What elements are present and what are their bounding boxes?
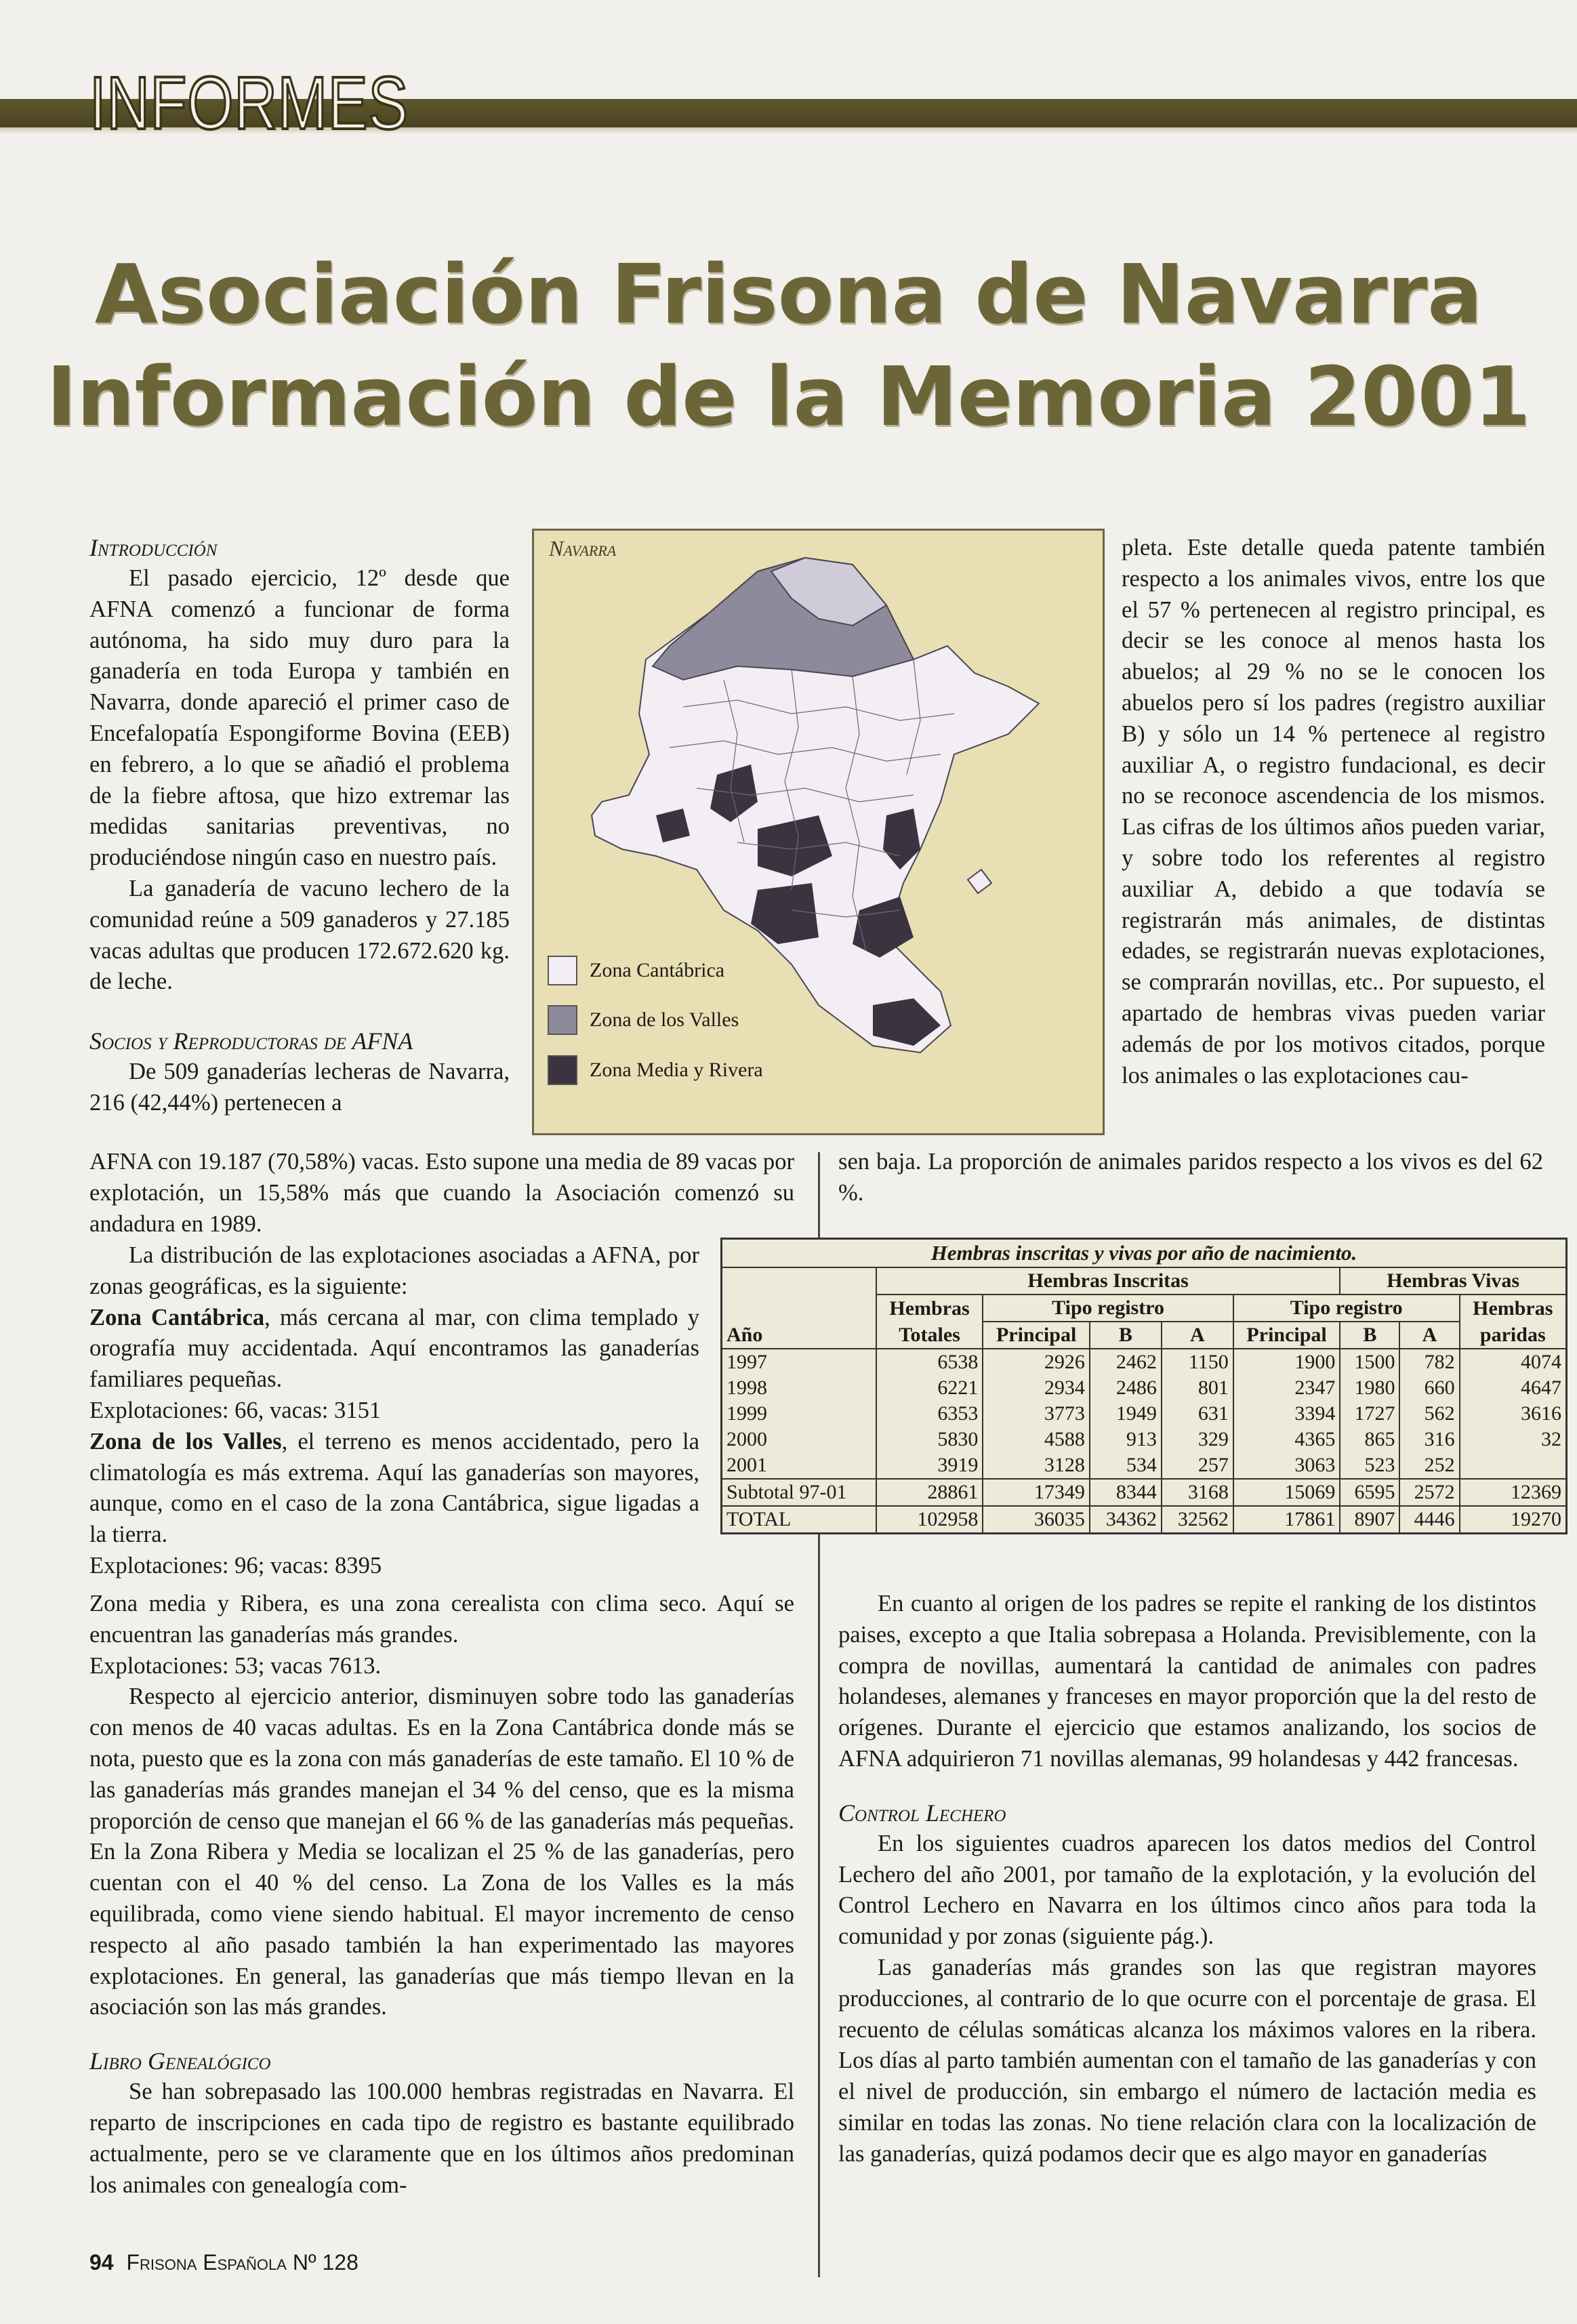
table-header-b-i: B: [1090, 1322, 1162, 1349]
table-caption: Hembras inscritas y vivas por año de nacimiento.: [722, 1240, 1565, 1267]
table-cell: 12369: [1460, 1479, 1565, 1506]
table-header-tipo-vivas: Tipo registro: [1233, 1294, 1460, 1322]
table-cell: 1150: [1162, 1349, 1233, 1375]
zona-valles-stats: Explotaciones: 96; vacas: 8395: [89, 1552, 382, 1578]
table-header-totales: Totales: [876, 1322, 983, 1349]
right-column-top: [1122, 533, 1545, 1091]
table-cell: 257: [1162, 1452, 1233, 1479]
table-cell: 1980: [1340, 1375, 1399, 1401]
table-cell: 2926: [983, 1349, 1090, 1375]
left-column-top: [89, 533, 510, 1119]
section-label: INFORMES: [89, 62, 409, 145]
legend-label-cantabrica: Zona Cantábrica: [590, 959, 725, 981]
table-cell: 28861: [876, 1479, 983, 1506]
zona-cantabrica-stats: Explotaciones: 66, vacas: 3151: [89, 1397, 382, 1423]
intro-heading: Introducción: [89, 534, 218, 561]
table-header-principal-v: Principal: [1233, 1322, 1340, 1349]
table-cell: 1900: [1233, 1349, 1340, 1375]
table-cell-label: 1999: [726, 1402, 767, 1425]
table-cell: 4588: [983, 1427, 1090, 1452]
article-title-line1: Asociación Frisona de Navarra: [94, 248, 1483, 342]
table-cell: 534: [1090, 1452, 1162, 1479]
table-cell: 2572: [1399, 1479, 1459, 1506]
table-cell: 2486: [1090, 1375, 1162, 1401]
table-cell: 17349: [983, 1479, 1090, 1506]
table-header-hembras: Hembras: [876, 1294, 983, 1322]
table-cell: 252: [1399, 1452, 1459, 1479]
table-cell: 3128: [983, 1452, 1090, 1479]
legend-swatch-media-rivera: [548, 1055, 577, 1085]
table-group-inscritas: Hembras Inscritas: [876, 1267, 1340, 1294]
table-cell: 3773: [983, 1401, 1090, 1427]
libro-paragraph-1: Se han sobrepasado las 100.000 hembras registradas en Navarra. El reparto de inscripciones en cada tipo de registro es bastante equilibrado actualmente, pero se ve claramente que en los últimos años predominan los animales con genealogía com-: [89, 2079, 794, 2198]
table-cell: [1460, 1452, 1565, 1479]
table-header-hembras-2: Hembras: [1460, 1294, 1565, 1322]
socios-paragraph-3: Respecto al ejercicio anterior, disminuyen sobre todo las ganaderías con menos de 40 vacas adultas. Es en la Zona Cantábrica donde más se nota, puesto que es la zona con más ganaderías de este tamaño. El 10 % de las ganaderías más grandes manejan el 34 % del censo, que es la misma proporción de censo que manejan el 66 % de las ganaderías más pequeñas. En la Zona Ribera y Media se localizan el 25 % de las ganaderías, pero cuentan con el 40 % del censo. La Zona de los Valles es la más equilibrada, como viene siendo habitual. El mayor incremento de censo respecto al año pasado también la han experimentado las mayores explotaciones. En general, las ganaderías que más tiempo llevan en la asociación son las más grandes.: [89, 1684, 794, 2020]
table-cell: 1500: [1340, 1349, 1399, 1375]
table-cell: 1727: [1340, 1401, 1399, 1427]
intro-paragraph-1: El pasado ejercicio, 12º desde que AFNA comenzó a funcionar de forma autónoma, ha sido muy duro para la ganadería en toda Europa y también en Navarra, donde apareció el primer caso de Encefalopatía Espongiforme Bovina (EEB) en febrero, a lo que se añadió el problema de la fiebre aftosa, que hizo extremar las medidas sanitarias preventivas, no produciéndose ningún caso en nuestro país.: [89, 565, 510, 871]
table-cell: 631: [1162, 1401, 1233, 1427]
right-column-continuation: [838, 1147, 1543, 1209]
zona-media-paragraph: Zona media y Ribera, es una zona cerealista con clima seco. Aquí se encuentran las ganaderías más grandes.: [89, 1591, 794, 1648]
right-bottom-paragraph-1: En cuanto al origen de los padres se repite el ranking de los distintos paises, excepto a que Italia sobrepasa a Holanda. Previsiblemente, con la compra de novillas, aumentará la cantidad de animales con padres holandeses, alemanes y franceses en mayor proporción que la del resto de orígenes. Durante el ejercicio que estamos analizando, los socios de AFNA adquirieron 71 novillas alemanas, 99 holandesas y 442 francesas.: [838, 1591, 1536, 1772]
table-cell: 32562: [1162, 1506, 1233, 1532]
table-header-tipo-inscritas: Tipo registro: [983, 1294, 1233, 1322]
right-top-paragraph-1: pleta. Este detalle queda patente también respecto a los animales vivos, entre los que el 57 % pertenecen al registro principal, es decir se les conoce al menos hasta los abuelos; al 29 % no se le conocen los abuelos pero sí los padres (registro auxiliar B) y sólo un 14 % pertenece al registro auxiliar A, o registro fundacional, es decir no se reconoce ascendencia de los mismos. Las cifras de los últimos años pueden variar, y sobre todo los referentes al registro auxiliar A, debido a que todavía se registrarán más animales, de distintas edades, se registrarán nuevas explotaciones, se comprarán novillas, etc.. Por supuesto, el apartado de hembras vivas pueden variar además de por los motivos citados, porque los animales o las explotaciones cau-: [1122, 535, 1545, 1088]
table-cell: 3168: [1162, 1479, 1233, 1506]
control-heading: Control Lechero: [838, 1799, 1006, 1827]
table-body: [722, 1349, 1565, 1532]
table-cell: 4074: [1460, 1349, 1565, 1375]
table-cell-label: 1997: [726, 1351, 767, 1373]
table-row: [722, 1452, 1565, 1479]
socios-paragraph-1b: AFNA con 19.187 (70,58%) vacas. Esto supone una media de 89 vacas por explotación, un 15,58% más que cuando la Asociación comenzó su andadura en 1989.: [89, 1149, 794, 1237]
table-row: [722, 1506, 1565, 1532]
table-cell: 4647: [1460, 1375, 1565, 1401]
table-corner-2: [722, 1294, 876, 1322]
table-corner: [722, 1267, 876, 1294]
hembras-table-grid: [722, 1240, 1565, 1532]
table-cell: 2462: [1090, 1349, 1162, 1375]
table-group-vivas: Hembras Vivas: [1340, 1267, 1565, 1294]
right-bottom-paragraph-2: En los siguientes cuadros aparecen los datos medios del Control Lechero del año 2001, por tamaño de la explotación, y la evolución del Control Lechero en Navarra en los últimos cinco años para toda la comunidad y por zonas (siguiente pág.).: [838, 1830, 1536, 1950]
legend-label-valles: Zona de los Valles: [590, 1008, 739, 1031]
map-dark-patch-3: [751, 883, 819, 944]
table-cell: 801: [1162, 1375, 1233, 1401]
page-footer: [89, 2250, 359, 2275]
map-title: Navarra: [549, 536, 617, 560]
table-cell: 660: [1399, 1375, 1459, 1401]
table-cell-label: 1998: [726, 1377, 767, 1399]
table-cell: 8344: [1090, 1479, 1162, 1506]
zona-media-stats: Explotaciones: 53; vacas 7613.: [89, 1652, 382, 1679]
table-row: [722, 1427, 1565, 1452]
table-header-a-i: A: [1162, 1322, 1233, 1349]
zona-valles-name: Zona de los Valles: [89, 1428, 282, 1454]
table-cell: 15069: [1233, 1479, 1340, 1506]
socios-paragraph-2: La distribución de las explotaciones asociadas a AFNA, por zonas geográficas, es la siguiente:: [89, 1242, 699, 1299]
zona-cantabrica-paragraph: [89, 1303, 699, 1395]
table-cell: 562: [1399, 1401, 1459, 1427]
right-top-paragraph-2: sen baja. La proporción de animales paridos respecto a los vivos es del 62 %.: [838, 1149, 1543, 1206]
socios-paragraph-1a: De 509 ganaderías lecheras de Navarra, 216 (42,44%) pertenecen a: [89, 1059, 510, 1116]
table-cell: 3616: [1460, 1401, 1565, 1427]
table-cell: 32: [1460, 1427, 1565, 1452]
legend-label-media-rivera: Zona Media y Rivera: [590, 1059, 763, 1081]
table-cell: 1949: [1090, 1401, 1162, 1427]
table-cell-label: 2000: [726, 1428, 767, 1450]
navarra-map-figure: [532, 529, 1105, 1135]
table-cell: 19270: [1460, 1506, 1565, 1532]
zona-valles-text: , el terreno es menos accidentado, pero la climatología es más extrema. Aquí las ganaderías son mayores, aunque, como en el caso de la zona Cantábrica, sigue ligadas a la tierra.: [89, 1428, 699, 1548]
table-cell: 102958: [876, 1506, 983, 1532]
table-cell: 6538: [876, 1349, 983, 1375]
table-row: [722, 1401, 1565, 1427]
left-column-body: [89, 1240, 699, 1582]
table-cell: 6595: [1340, 1479, 1399, 1506]
table-cell: 316: [1399, 1427, 1459, 1452]
zona-valles-paragraph: [89, 1427, 699, 1551]
page-number: 94: [89, 2250, 114, 2275]
article-title-line2: Información de la Memoria 2001: [46, 350, 1531, 445]
table-cell: 3394: [1233, 1401, 1340, 1427]
table-row: [722, 1479, 1565, 1506]
table-header-paridas: paridas: [1460, 1322, 1565, 1349]
table-cell: 2934: [983, 1375, 1090, 1401]
magazine-name: Frisona Española: [126, 2250, 287, 2275]
table-cell: 4365: [1233, 1427, 1340, 1452]
table-cell: 6221: [876, 1375, 983, 1401]
legend-swatch-cantabrica: [548, 956, 577, 985]
table-cell: 5830: [876, 1427, 983, 1452]
table-cell: 34362: [1090, 1506, 1162, 1532]
table-row: [722, 1375, 1565, 1401]
table-cell: 782: [1399, 1349, 1459, 1375]
table-cell: 329: [1162, 1427, 1233, 1452]
table-cell: 913: [1090, 1427, 1162, 1452]
table-cell-label: TOTAL: [722, 1506, 876, 1532]
table-cell: 4446: [1399, 1506, 1459, 1532]
legend-item-cantabrica: [548, 954, 724, 987]
left-column-wide: [89, 1147, 794, 1240]
intro-paragraph-2: La ganadería de vacuno lechero de la comunidad reúne a 509 ganaderos y 27.185 vacas adultas que producen 172.672.620 kg. de leche.: [89, 875, 510, 995]
table-cell: 6353: [876, 1401, 983, 1427]
navarra-map: [534, 531, 1107, 1137]
table-cell-label: 2001: [726, 1454, 767, 1476]
table-cell: 865: [1340, 1427, 1399, 1452]
zona-cantabrica-name: Zona Cantábrica: [89, 1304, 265, 1330]
table-header-ano: Año: [722, 1322, 876, 1349]
libro-heading: Libro Genealógico: [89, 2047, 271, 2075]
table-cell: 17861: [1233, 1506, 1340, 1532]
issue-number: Nº 128: [292, 2250, 359, 2275]
table-header-principal-i: Principal: [983, 1322, 1090, 1349]
hembras-table: [720, 1238, 1568, 1534]
table-cell: 3919: [876, 1452, 983, 1479]
right-bottom-paragraph-3: Las ganaderías más grandes son las que registran mayores producciones, al contrario de lo que ocurre con el porcentaje de grasa. El recuento de células somáticas alcanza los máximos valores en la ribera. Los días al parto también aumentan con el tamaño de las ganaderías y con el nivel de producción, sin embargo el número de lactación media es similar en todas las zonas. No tiene relación clara con la localización de las ganaderías, quizá podamos decir que es algo mayor en ganaderías: [838, 1954, 1536, 2167]
table-header-b-v: B: [1340, 1322, 1399, 1349]
legend-swatch-valles: [548, 1005, 577, 1035]
table-cell: 8907: [1340, 1506, 1399, 1532]
table-cell: 523: [1340, 1452, 1399, 1479]
zona-cantabrica-text: , más cercana al mar, con clima templado y orografía muy accidentada. Aquí encontramos las ganaderías familiares pequeñas.: [89, 1304, 699, 1393]
left-column-lower: [89, 1589, 794, 2201]
table-row: [722, 1349, 1565, 1375]
table-cell: 3063: [1233, 1452, 1340, 1479]
socios-heading: Socios y Reproductoras de AFNA: [89, 1027, 413, 1055]
table-header-a-v: A: [1399, 1322, 1459, 1349]
legend-item-valles: [548, 1004, 739, 1036]
right-column-bottom: [838, 1589, 1536, 2170]
legend-item-media-rivera: [548, 1054, 763, 1086]
table-cell: 36035: [983, 1506, 1090, 1532]
table-cell-label: Subtotal 97-01: [722, 1479, 876, 1506]
map-enclave: [968, 870, 991, 893]
table-cell: 2347: [1233, 1375, 1340, 1401]
